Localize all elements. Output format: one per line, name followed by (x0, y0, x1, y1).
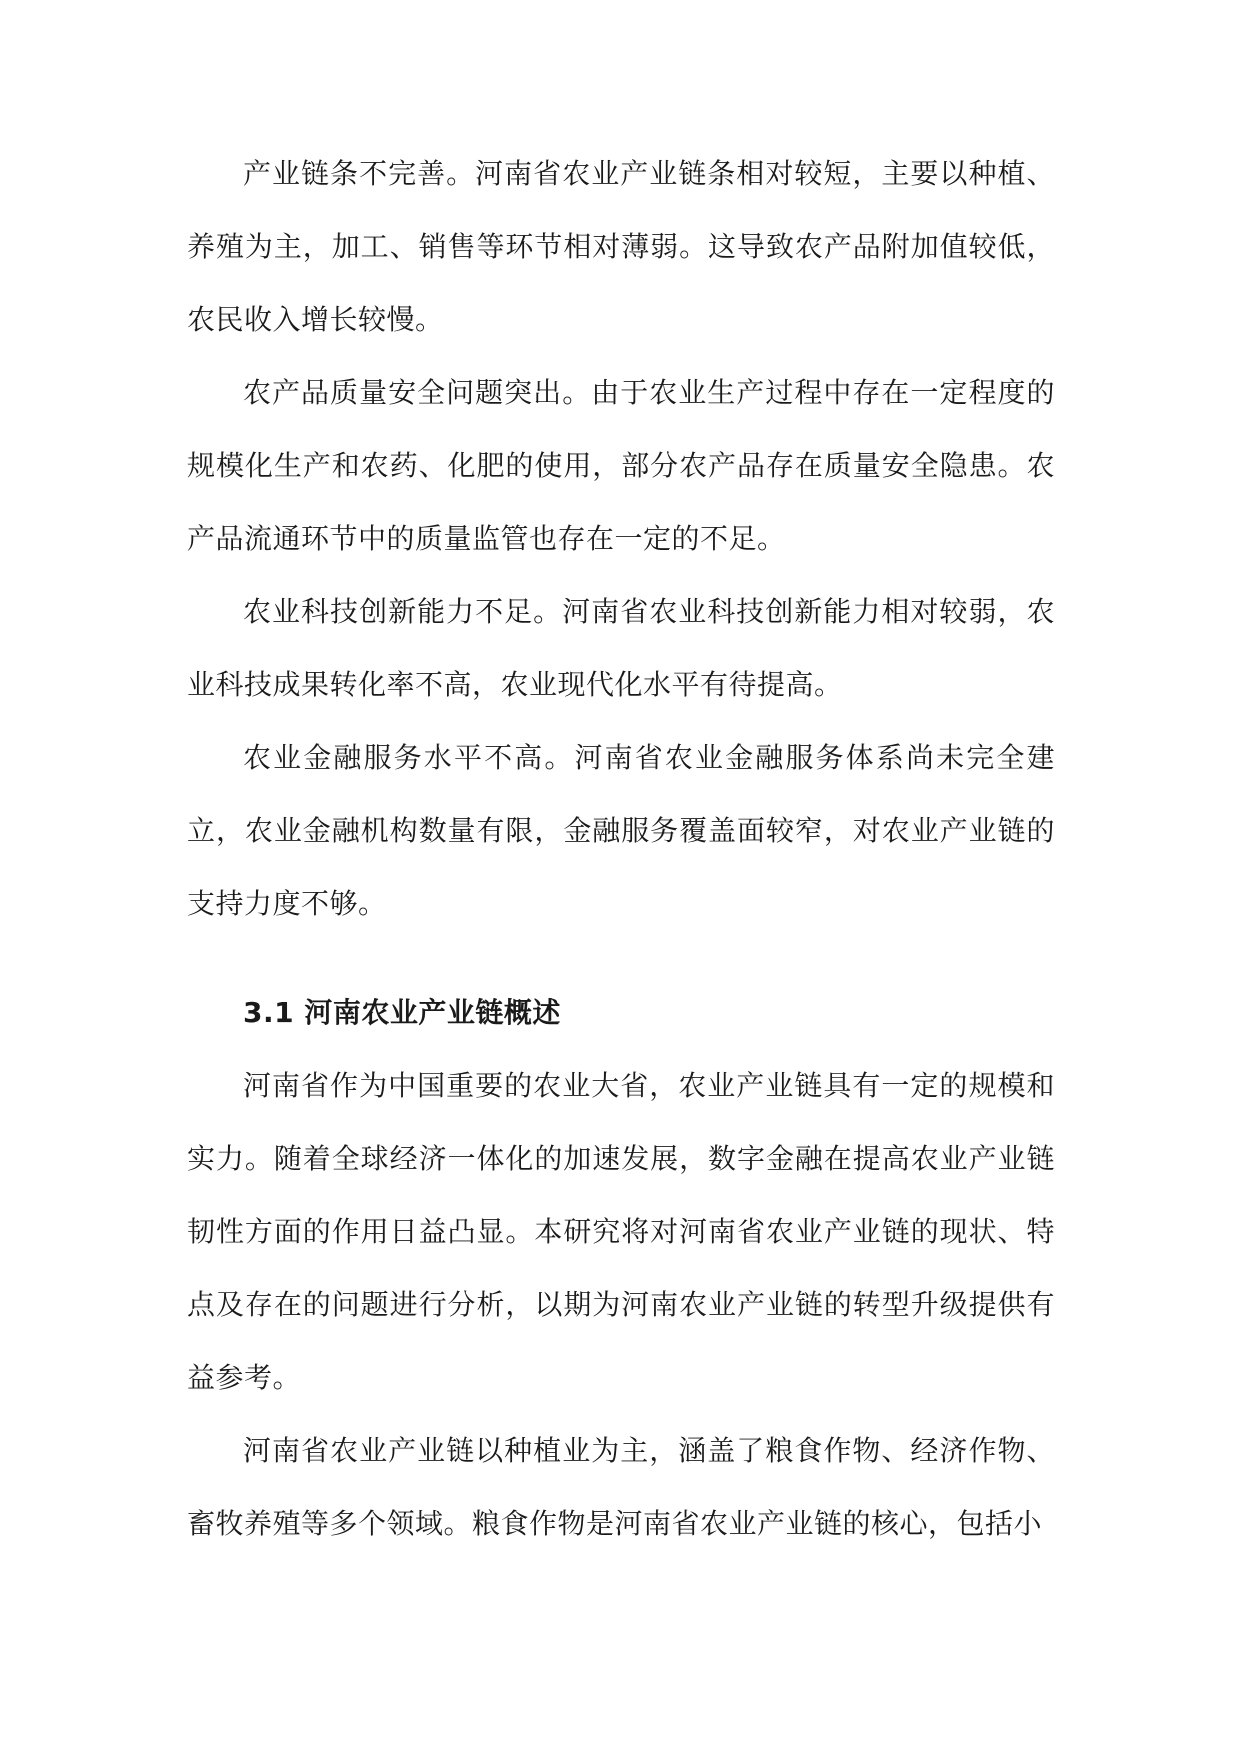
section-heading: 3.1 河南农业产业链概述 (243, 996, 561, 1029)
paragraph-product-safety: 农产品质量安全问题突出。由于农业生产过程中存在一定程度的规模化生产和农药、化肥的使用，部分农产品存在质量安全隐患。农产品流通环节中的质量监管也存在一定的不足。 (187, 376, 1055, 555)
paragraph-overview: 河南省作为中国重要的农业大省，农业产业链具有一定的规模和实力。随着全球经济一体化的加速发展，数字金融在提高农业产业链韧性方面的作用日益凸显。本研究将对河南省农业产业链的现状、特点及存在的问题进行分析，以期为河南农业产业链的转型升级提供有益参考。 (187, 1069, 1055, 1394)
paragraph-planting-focus: 河南省农业产业链以种植业为主，涵盖了粮食作物、经济作物、畜牧养殖等多个领域。粮食作物是河南省农业产业链的核心，包括小 (187, 1434, 1055, 1540)
paragraph-financial-service: 农业金融服务水平不高。河南省农业金融服务体系尚未完全建立，农业金融机构数量有限，金融服务覆盖面较窄，对农业产业链的支持力度不够。 (187, 741, 1055, 920)
document-body (187, 137, 1055, 1560)
paragraph-industry-chain: 产业链条不完善。河南省农业产业链条相对较短，主要以种植、养殖为主，加工、销售等环节相对薄弱。这导致农产品附加值较低，农民收入增长较慢。 (187, 157, 1055, 336)
paragraph-tech-innovation: 农业科技创新能力不足。河南省农业科技创新能力相对较弱，农业科技成果转化率不高，农业现代化水平有待提高。 (187, 595, 1055, 701)
